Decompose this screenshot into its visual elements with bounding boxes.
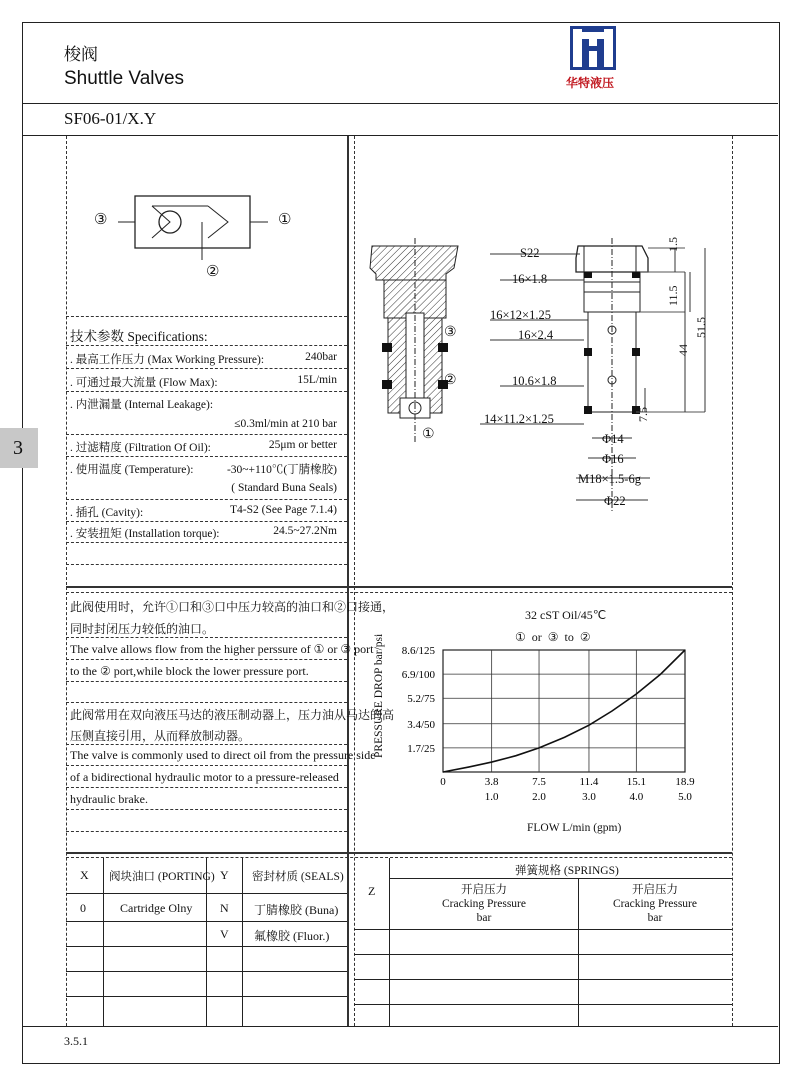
- y-tick-label: 3.4/50: [407, 718, 435, 731]
- y-tick-label: 6.9/100: [401, 669, 435, 682]
- chart-subtitle: ① or ③ to ②: [515, 630, 591, 644]
- crack-en-left: Cracking Pressure: [442, 898, 526, 910]
- spec-label-temperature: . 使用温度 (Temperature):: [70, 464, 194, 476]
- y-code-buna: N: [220, 901, 229, 915]
- dim-16x1.8: 16×1.8: [512, 272, 548, 286]
- chapter-tab: [0, 428, 38, 468]
- y-tick-label: 8.6/125: [401, 645, 435, 657]
- desc-cn-2: 同时封闭压力较低的油口。: [70, 622, 215, 636]
- x-tick-label: 3.8: [484, 776, 499, 788]
- dim-thread: M18×1.5-6g: [578, 472, 641, 486]
- spec-value-seals: ( Standard Buna Seals): [231, 482, 337, 494]
- spec-value-torque: 24.5~27.2Nm: [273, 525, 337, 537]
- x-tick-label-gpm: 2.0: [532, 791, 546, 803]
- x-tick-label: 18.9: [675, 776, 695, 788]
- page-number: 3.5.1: [64, 1034, 88, 1048]
- seal-buna: 丁腈橡胶 (Buna): [254, 903, 339, 917]
- dim-phi14: Φ14: [602, 432, 624, 446]
- desc-cn-3: 此阀常用在双向液压马达的液压制动器上，压力油从马达的高: [70, 708, 395, 722]
- dim-phi22: Φ22: [604, 494, 626, 508]
- spec-label-filtration: . 过滤精度 (Filtration Of Oil):: [70, 442, 211, 454]
- spec-label-pressure: . 最高工作压力 (Max Working Pressure):: [70, 354, 265, 366]
- desc-en-1: The valve allows flow from the higher perssure of ① or ③ port: [70, 642, 374, 656]
- title-en: Shuttle Valves: [64, 68, 185, 89]
- spec-value-pressure: 240bar: [305, 351, 337, 363]
- dimension-drawing: [480, 238, 720, 518]
- section-port2: ②: [444, 373, 457, 388]
- z-header: Z: [368, 884, 376, 898]
- dim-16x2.4: 16×2.4: [518, 328, 554, 342]
- dim-s22: S22: [520, 246, 540, 260]
- seal-fluor: 氟橡胶 (Fluor.): [254, 929, 330, 943]
- desc-en-4: of a bidirectional hydraulic motor to a pressure-released: [70, 770, 339, 784]
- spec-value-temperature: -30~+110℃(丁腈橡胶): [226, 464, 337, 476]
- dim-10.6x1.8: 10.6×1.8: [512, 374, 557, 388]
- chart-plot: [355, 600, 730, 848]
- x-tick-label-gpm: 5.0: [678, 791, 692, 803]
- crack-unit-left: bar: [476, 912, 492, 924]
- x-tick-label: 11.4: [579, 776, 599, 788]
- dim-1.5: 1.5: [666, 237, 680, 252]
- x-header: X: [80, 868, 89, 882]
- model-number: SF06-01/X.Y: [64, 109, 157, 128]
- y-tick-label: 1.7/25: [407, 742, 435, 755]
- dim-11.5: 11.5: [666, 285, 680, 306]
- x-tick-label-gpm: 1.0: [484, 791, 499, 803]
- desc-cn-1: 此阀使用时，允许①口和③口中压力较高的油口和②口接通，: [70, 600, 395, 614]
- specs-heading: 技术参数 Specifications:: [70, 329, 208, 344]
- spec-value-cavity: T4-S2 (See Page 7.1.4): [230, 504, 337, 516]
- seals-header: 密封材质 (SEALS): [252, 871, 344, 883]
- spec-value-filtration: 25μm or better: [268, 439, 337, 451]
- spec-label-torque: . 安装扭矩 (Installation torque):: [70, 528, 220, 540]
- chart-xlabel: FLOW L/min (gpm): [527, 822, 622, 834]
- crack-cn-left: 开启压力: [461, 884, 507, 896]
- crack-en-right: Cracking Pressure: [613, 898, 697, 910]
- cracking-pressure-right: [578, 883, 732, 925]
- crack-unit-right: bar: [647, 912, 663, 924]
- chart-ylabel: PRESSURE DROP bar/psi: [373, 633, 385, 758]
- desc-en-3: The valve is commonly used to direct oil from the pressure side: [70, 748, 376, 762]
- spec-label-leakage: . 内泄漏量 (Internal Leakage):: [70, 399, 214, 411]
- y-code-fluor: V: [220, 927, 229, 941]
- porting-value: Cartridge Olny: [120, 901, 193, 915]
- spec-value-leakage: ≤0.3ml/min at 210 bar: [234, 418, 337, 430]
- x-tick-label-gpm: 3.0: [582, 791, 596, 803]
- x-tick-label: 0: [440, 776, 446, 788]
- y-header: Y: [220, 868, 229, 882]
- cracking-pressure-left: [390, 883, 578, 925]
- symbol-port1: ①: [278, 212, 292, 228]
- series-line: [443, 650, 685, 772]
- dim-16x12x1.25: 16×12×1.25: [490, 308, 551, 322]
- dim-44: 44: [676, 344, 690, 356]
- logo-text: 华特液压: [566, 76, 615, 90]
- desc-en-5: hydraulic brake.: [70, 792, 148, 806]
- x-tick-label: 15.1: [626, 776, 646, 788]
- desc-en-2: to the ② port,while block the lower pressure port.: [70, 664, 309, 678]
- hydraulic-symbol: [90, 190, 310, 290]
- section-port1: ①: [422, 427, 435, 442]
- pressure-drop-chart: [355, 600, 730, 848]
- crack-cn-right: 开启压力: [632, 884, 678, 896]
- dim-phi16: Φ16: [602, 452, 624, 466]
- shuttle-symbol-icon: [90, 190, 310, 290]
- symbol-port2: ②: [206, 264, 220, 280]
- chart-frame: [443, 650, 685, 772]
- chart-title: 32 cST Oil/45℃: [525, 608, 607, 622]
- title-cn: 梭阀: [64, 45, 98, 64]
- dim-7.5: 7.5: [636, 407, 650, 422]
- x-tick-label-gpm: 4.0: [629, 791, 644, 803]
- spec-label-flow: . 可通过最大流量 (Flow Max):: [70, 377, 218, 389]
- dim-14x11.2x1.25: 14×11.2×1.25: [484, 412, 554, 426]
- desc-cn-4: 压侧直接引用，从而释放制动器。: [70, 729, 251, 743]
- porting-header: 阀块油口 (PORTING): [109, 871, 215, 883]
- logo: [558, 24, 642, 92]
- y-tick-label: 5.2/75: [407, 693, 435, 706]
- x-code: 0: [80, 901, 86, 915]
- symbol-port3: ③: [94, 212, 108, 228]
- spec-label-cavity: . 插孔 (Cavity):: [70, 507, 144, 519]
- section-port3: ③: [444, 325, 457, 340]
- spec-value-flow: 15L/min: [297, 374, 337, 386]
- springs-header: 弹簧规格 (SPRINGS): [515, 865, 619, 877]
- chapter-number: 3: [13, 437, 23, 459]
- section-drawing-icon: [360, 238, 470, 448]
- dim-51.5: 51.5: [694, 317, 708, 338]
- sectional-view: [360, 238, 470, 448]
- x-tick-label: 7.5: [532, 776, 546, 788]
